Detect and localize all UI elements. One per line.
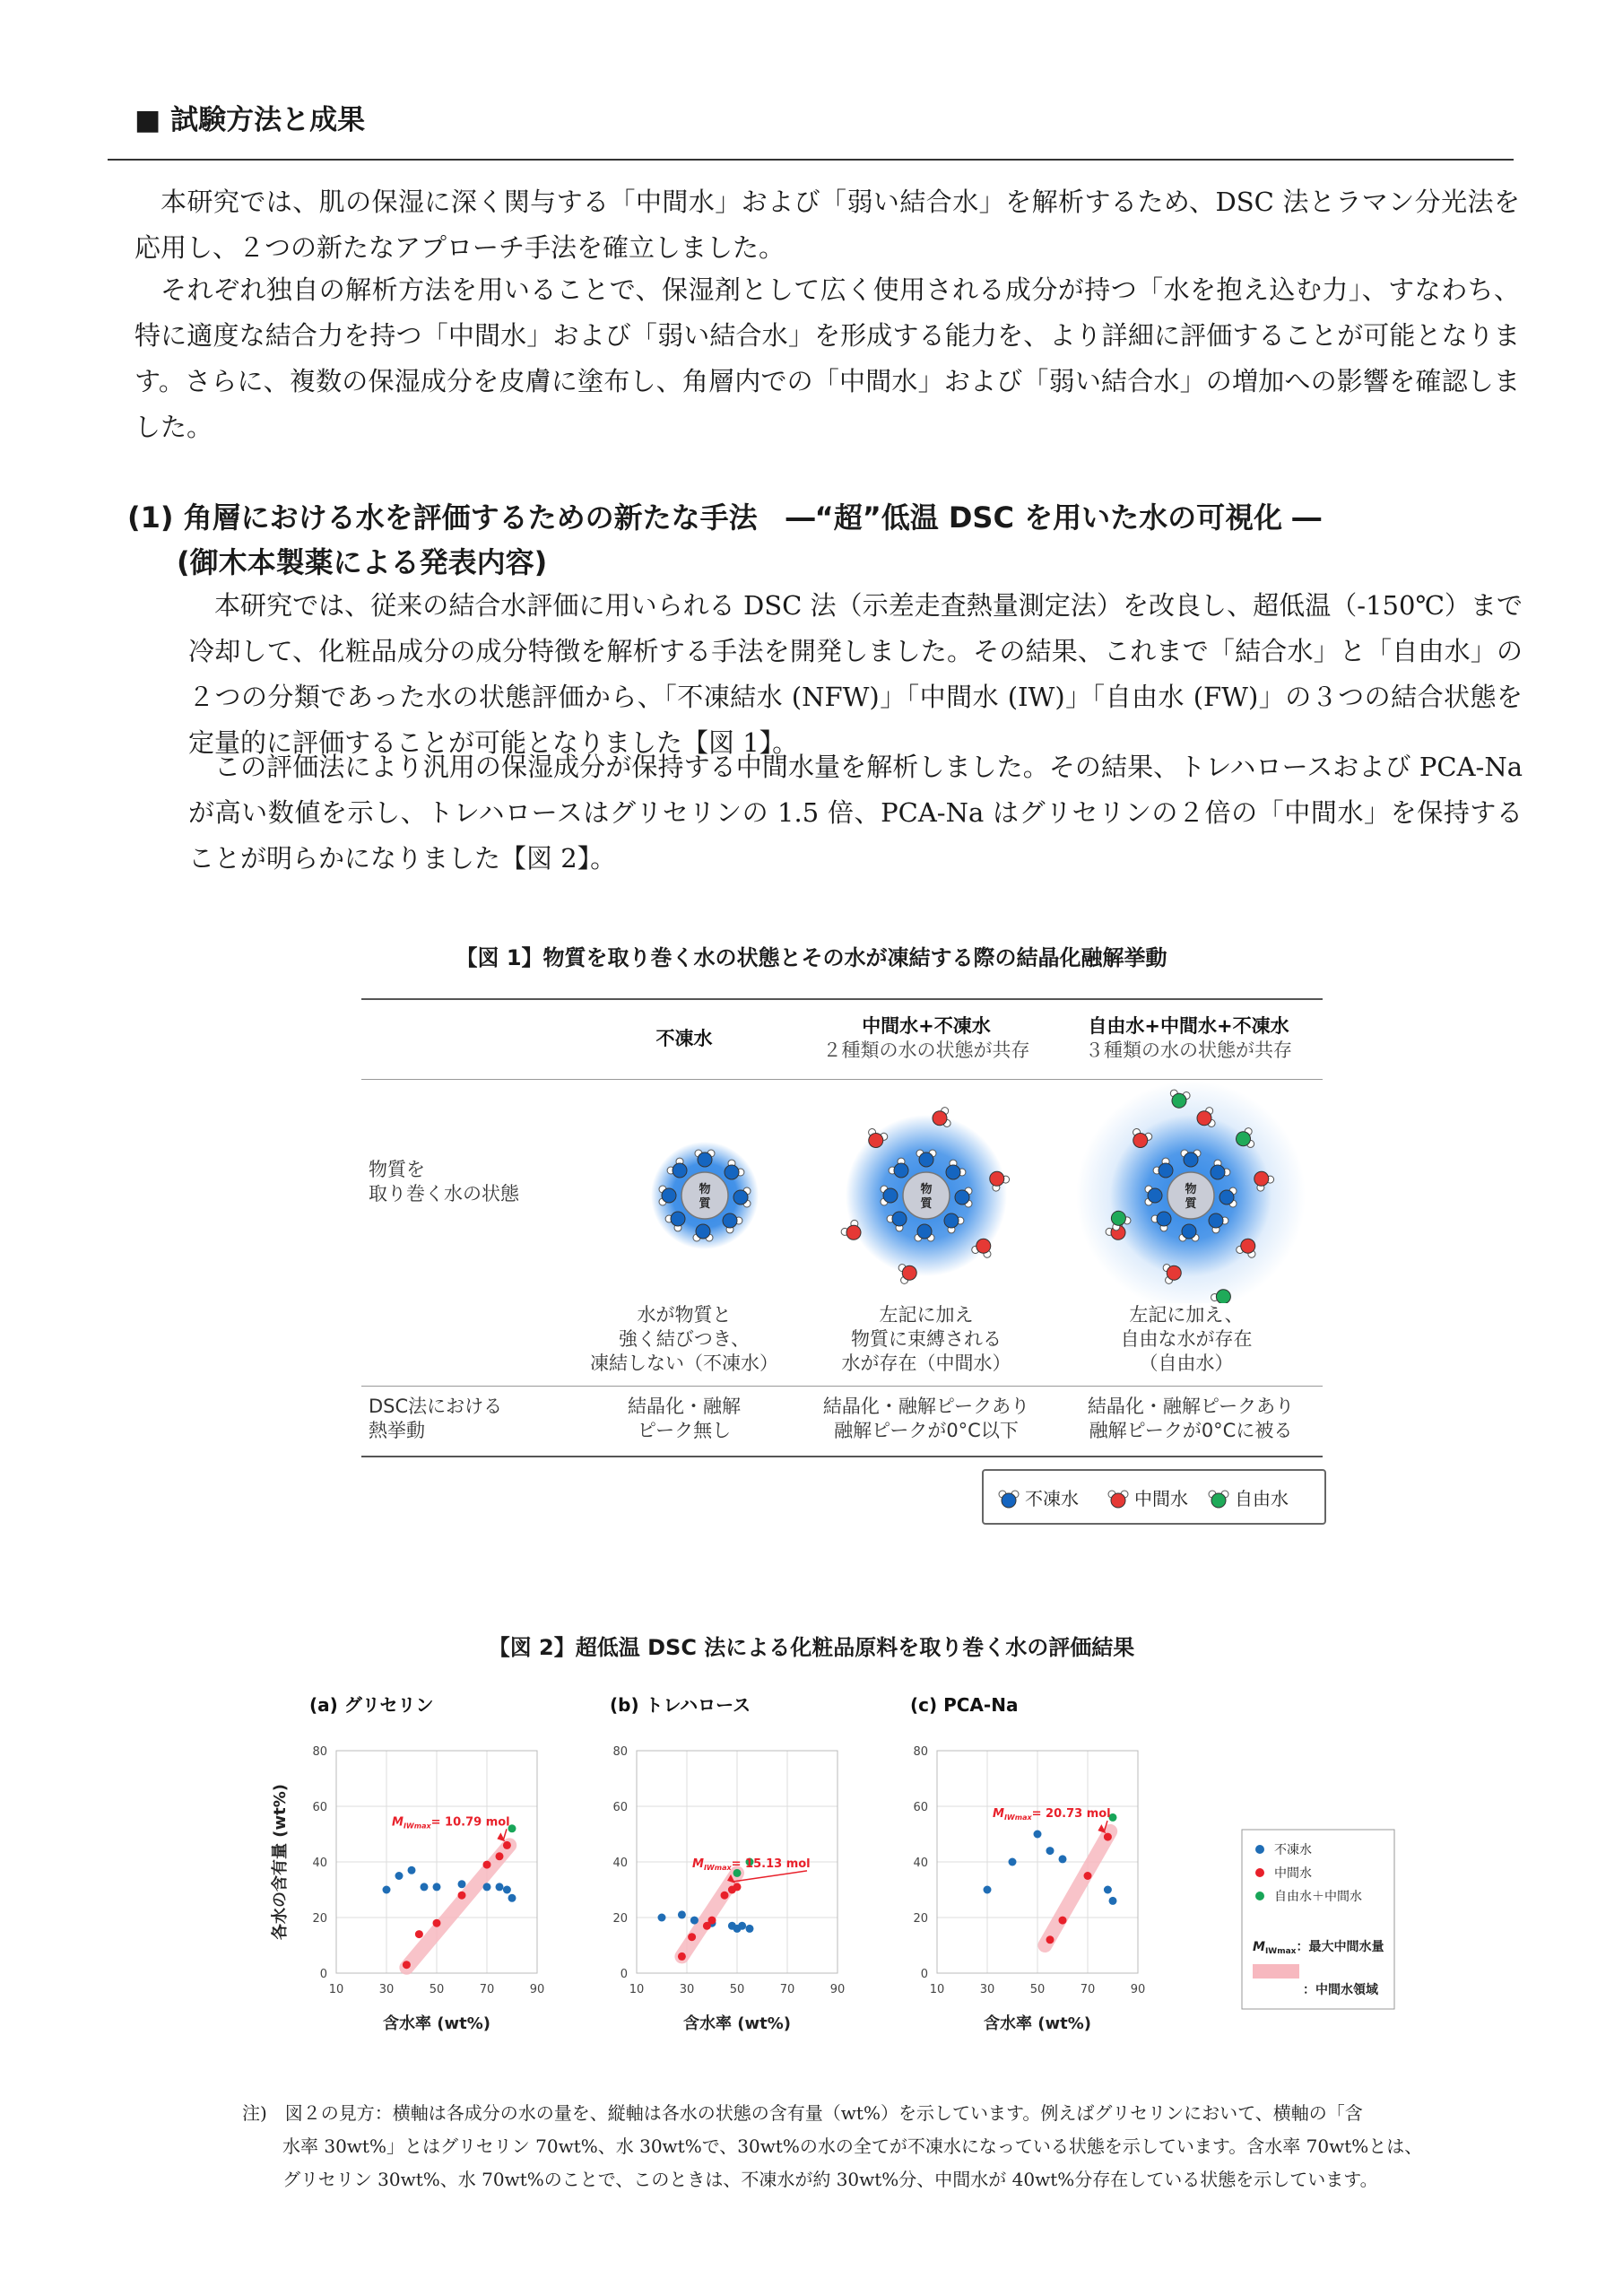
y-tick-label: 20: [913, 1912, 928, 1926]
chart-title: (b) トレハロース: [610, 1694, 751, 1716]
y-tick-label: 20: [612, 1912, 628, 1926]
point-iw: [483, 1861, 491, 1869]
core-label-2: 質: [699, 1197, 711, 1211]
col2-subtitle: ２種類の水の状態が共存: [822, 1039, 1030, 1061]
y-tick-label: 0: [920, 1968, 928, 1981]
fig2-ylabel: 各水の含有量 (wt%): [271, 1784, 290, 1940]
dsc-2: [801, 1395, 1052, 1443]
legend-label-0: 不凍水: [1025, 1488, 1079, 1509]
method-paragraph-2: [188, 744, 1523, 882]
method-p1-text: 本研究では、従来の結合水評価に用いられる DSC 法（示差走査熱量測定法）を改良し、超低温（-150℃）まで冷却して、化粧品成分の成分特徴を解析する手法を開発しました。その結果、これまで「結合水」と「自由水」の２つの分類であった水の状態評価から、「不凍結水 (NFW)」「中間水 (IW)」「自由水 (FW)」の３つの結合状態を定量的に評価することが可能となりました【図 1】。: [188, 590, 1523, 758]
y-tick-label: 80: [913, 1745, 928, 1759]
figure1-legend: [982, 1469, 1326, 1525]
point-iw: [458, 1892, 466, 1900]
point-nfw: [984, 1886, 992, 1894]
desc-1: [577, 1303, 792, 1376]
legend-band-swatch: [1253, 1964, 1299, 1979]
desc3-line1: 左記に加え、: [1129, 1304, 1244, 1326]
method-paragraph-1: [188, 583, 1523, 766]
point-iw: [496, 1852, 504, 1860]
fig2-legend-frame: [1242, 1830, 1394, 2009]
legend-m-symbol: M: [1253, 1940, 1265, 1954]
point-nfw: [483, 1883, 491, 1891]
note-line1: 注) 図２の見方：横軸は各成分の水の量を、縦軸は各水の状態の含有量（wt%）を示しています。例えばグリセリンにおいて、横軸の「含: [242, 2102, 1363, 2124]
point-nfw: [746, 1925, 754, 1933]
chart-panel-1: [610, 1694, 845, 2033]
point-iw: [1059, 1917, 1067, 1925]
dsc3-line1: 結晶化・融解ピークあり: [1087, 1396, 1295, 1417]
desc-2: [810, 1303, 1043, 1376]
point-nfw: [1059, 1855, 1067, 1863]
fig2-legend-dot-0: [1255, 1845, 1264, 1854]
heading-rule: [108, 159, 1514, 161]
legend-m-sub: IWmax: [1264, 1947, 1297, 1956]
iw-band: [406, 1845, 509, 1967]
point-iw: [733, 1883, 742, 1891]
table-bottom-rule: [361, 1456, 1323, 1457]
x-tick-label: 50: [1029, 1983, 1046, 1996]
core-label-2: 質: [920, 1197, 933, 1211]
iw-band: [1045, 1831, 1110, 1945]
col-header-1: [577, 1027, 792, 1051]
figure1-legend-svg: [984, 1471, 1324, 1523]
legend-molecule-0: [999, 1491, 1019, 1508]
intro-paragraph-2: [135, 267, 1520, 450]
row1-label-line2: 取り巻く水の状態: [369, 1183, 519, 1205]
point-iw: [503, 1841, 511, 1849]
point-nfw: [1104, 1886, 1112, 1894]
row1-label-line1: 物質を: [369, 1159, 425, 1180]
anno-m: M: [993, 1807, 1004, 1822]
point-nfw: [658, 1914, 666, 1922]
subsection-title-line2: (御木本製薬による発表内容): [177, 545, 548, 579]
point-iw: [1084, 1872, 1092, 1880]
dsc3-line2: 融解ピークが0°Cに被る: [1089, 1420, 1293, 1441]
col3-subtitle: ３種類の水の状態が共存: [1085, 1039, 1292, 1061]
core-label-1: 物: [699, 1183, 711, 1196]
core-label-1: 物: [920, 1183, 933, 1196]
dsc2-line1: 結晶化・融解ピークあり: [822, 1396, 1030, 1417]
section-heading: ■ 試験方法と成果: [135, 104, 366, 136]
x-tick-label: 70: [779, 1983, 795, 1996]
y-tick-label: 40: [312, 1857, 327, 1870]
point-iw: [1046, 1935, 1055, 1944]
x-tick-label: 90: [1130, 1983, 1146, 1996]
desc-3: [1070, 1303, 1303, 1376]
point-nfw: [678, 1910, 686, 1918]
core-label-1: 物: [1185, 1183, 1197, 1196]
desc3-line2: 自由な水が存在: [1120, 1328, 1253, 1350]
point-iw: [678, 1952, 686, 1961]
point-nfw: [395, 1872, 404, 1880]
legend-item-1: [1108, 1488, 1188, 1509]
desc3-line3: （自由水）: [1139, 1352, 1234, 1374]
x-tick-label: 50: [429, 1983, 445, 1996]
desc2-line2: 物質に束縛される: [851, 1328, 1002, 1350]
method-p2-text: この評価法により汎用の保湿成分が保持する中間水量を解析しました。その結果、トレハロースおよび PCA-Na が高い数値を示し、トレハロースはグリセリンの 1.5 倍、PCA-Na はグリセリンの２倍の「中間水」を保持することが明らかになりました【図 2】。: [188, 752, 1523, 874]
fig2-legend-dot-2: [1255, 1892, 1264, 1900]
anno-arrow: [733, 1871, 807, 1882]
y-tick-label: 60: [312, 1801, 327, 1814]
x-tick-label: 10: [929, 1983, 945, 1996]
point-nfw: [1046, 1847, 1055, 1855]
table-row-rule: [361, 1386, 1323, 1387]
point-nfw: [458, 1880, 466, 1888]
figure1-table: [361, 998, 1323, 1457]
point-iw: [415, 1930, 423, 1938]
anno-text: = 10.79 mol: [430, 1815, 510, 1830]
chart-panel-2: [910, 1694, 1145, 2033]
point-nfw: [690, 1917, 699, 1925]
intro-p2-text: それぞれ独自の解析方法を用いることで、保湿剤として広く使用される成分が持つ「水を抱え込む力」、すなわち、特に適度な結合力を持つ「中間水」および「弱い結合水」を形成する能力を、より詳細に評価することが可能となります。さらに、複数の保湿成分を皮膚に塗布し、角層内での「中間水」および「弱い結合水」の増加への影響を確認しました。: [135, 274, 1520, 442]
diagram-iw-nfw: [840, 1107, 1011, 1284]
point-nfw: [503, 1886, 511, 1894]
fig2-legend-label-0: 不凍水: [1274, 1843, 1312, 1857]
point-iw: [688, 1933, 696, 1941]
x-tick-label: 70: [1080, 1983, 1096, 1996]
dsc2-line2: 融解ピークが0°C以下: [834, 1420, 1019, 1441]
anno-m: M: [692, 1857, 704, 1871]
legend-molecule-2: [1209, 1491, 1228, 1508]
anno-arrow: [503, 1829, 507, 1839]
dsc1-line1: 結晶化・融解: [628, 1396, 741, 1417]
point-nfw: [496, 1883, 504, 1891]
row2-label-line2: 熱挙動: [369, 1420, 425, 1441]
y-tick-label: 40: [612, 1857, 628, 1870]
col-header-2: [801, 1014, 1052, 1063]
y-tick-label: 0: [620, 1968, 628, 1981]
fig2-legend-label-2: 自由水＋中間水: [1274, 1890, 1362, 1904]
chart-panel-0: [309, 1694, 544, 2033]
figure2-caption: 【図 2】超低温 DSC 法による化粧品原料を取り巻く水の評価結果: [488, 1635, 1135, 1660]
x-tick-label: 30: [979, 1983, 995, 1996]
intro-paragraph-1: [135, 179, 1520, 271]
subsection-title-line1: (1) 角層における水を評価するための新たな手法 ―“超”低温 DSC を用いた水の可視化 ―: [127, 500, 1322, 535]
legend-band-desc: ：中間水領域: [1303, 1983, 1378, 1997]
dsc-1: [577, 1395, 792, 1443]
iwmax-annotation: [692, 1857, 811, 1872]
x-tick-label: 90: [829, 1983, 846, 1996]
fig2-legend: [1242, 1830, 1394, 2009]
y-tick-label: 40: [913, 1857, 928, 1870]
fig2-legend-dot-1: [1255, 1868, 1264, 1877]
dsc-3: [1061, 1395, 1321, 1443]
table-top-rule: [361, 998, 1323, 1000]
x-axis-label: 含水率 (wt%): [683, 2014, 791, 2033]
legend-molecule-1: [1108, 1491, 1128, 1508]
row2-label: [369, 1395, 548, 1443]
anno-m: M: [392, 1815, 404, 1830]
figure2-charts: [260, 1686, 1426, 2063]
row2-label-line1: DSC法における: [369, 1396, 503, 1417]
diagram-fw-iw-nfw: [1076, 1081, 1306, 1303]
figure2-note: [242, 2097, 1462, 2196]
anno-sub: IWmax: [403, 1822, 431, 1831]
desc2-line3: 水が存在（中間水）: [841, 1352, 1011, 1374]
point-nfw: [433, 1883, 441, 1891]
y-tick-label: 80: [312, 1745, 327, 1759]
point-nfw: [421, 1883, 429, 1891]
figure1-caption: 【図 1】物質を取り巻く水の状態とその水が凍結する際の結晶化融解挙動: [456, 945, 1167, 970]
iwmax-annotation: [392, 1815, 510, 1830]
dsc1-line2: ピーク無し: [637, 1420, 732, 1441]
chart-title: (c) PCA-Na: [910, 1694, 1019, 1716]
subsection-title: [127, 495, 1321, 585]
anno-sub: IWmax: [1003, 1813, 1032, 1822]
chart-title: (a) グリセリン: [309, 1694, 434, 1716]
x-tick-label: 10: [629, 1983, 645, 1996]
anno-sub: IWmax: [703, 1863, 732, 1872]
x-tick-label: 70: [479, 1983, 495, 1996]
desc1-line2: 強く結びつき、: [618, 1328, 751, 1350]
point-nfw: [1009, 1858, 1017, 1866]
x-tick-label: 50: [729, 1983, 745, 1996]
col1-title: 不凍水: [655, 1028, 713, 1049]
point-nfw: [1109, 1897, 1117, 1905]
note-line2: 水率 30wt%」とはグリセリン 70wt%、水 30wt%で、30wt%の水の全てが不凍水になっている状態を示しています。含水率 70wt%とは、: [282, 2135, 1423, 2157]
y-tick-label: 0: [319, 1968, 327, 1981]
x-tick-label: 30: [378, 1983, 395, 1996]
col2-title: 中間水+不凍水: [862, 1015, 991, 1037]
desc1-line1: 水が物質と: [637, 1304, 732, 1326]
point-nfw: [1034, 1831, 1042, 1839]
point-iw: [708, 1917, 716, 1925]
iw-band: [681, 1873, 737, 1956]
legend-label-1: 中間水: [1134, 1488, 1188, 1509]
point-nfw: [408, 1866, 416, 1874]
x-tick-label: 90: [529, 1983, 545, 1996]
legend-m-desc: ：最大中間水量: [1296, 1940, 1384, 1954]
diagram-nfw: [651, 1142, 759, 1249]
point-nfw: [738, 1922, 746, 1930]
y-tick-label: 60: [913, 1801, 928, 1814]
desc1-line3: 凍結しない（不凍水）: [590, 1352, 778, 1374]
legend-item-2: [1209, 1488, 1289, 1509]
y-tick-label: 80: [612, 1745, 628, 1759]
point-nfw: [508, 1894, 516, 1902]
core-label-2: 質: [1185, 1197, 1197, 1211]
point-iw: [433, 1919, 441, 1927]
molecule-diagrams: [361, 1079, 1323, 1303]
point-iw: [1104, 1833, 1112, 1841]
iwmax-annotation: [993, 1807, 1111, 1822]
point-nfw: [383, 1886, 391, 1894]
anno-text: = 15.13 mol: [731, 1857, 811, 1871]
x-axis-label: 含水率 (wt%): [383, 2014, 490, 2033]
y-tick-label: 60: [612, 1801, 628, 1814]
col-header-3: [1056, 1014, 1321, 1063]
y-tick-label: 20: [312, 1912, 327, 1926]
intro-p1-text: 本研究では、肌の保湿に深く関与する「中間水」および「弱い結合水」を解析するため、DSC 法とラマン分光法を応用し、２つの新たなアプローチ手法を確立しました。: [135, 187, 1520, 263]
legend-item-0: [999, 1488, 1079, 1509]
point-iw: [721, 1892, 729, 1900]
x-tick-label: 30: [679, 1983, 695, 1996]
anno-text: = 20.73 mol: [1031, 1807, 1111, 1822]
desc2-line1: 左記に加え: [879, 1304, 974, 1326]
fig2-legend-label-1: 中間水: [1274, 1866, 1312, 1881]
col3-title: 自由水+中間水+不凍水: [1088, 1015, 1289, 1037]
point-iw: [403, 1961, 411, 1969]
note-line3: グリセリン 30wt%、水 70wt%のことで、このときは、不凍水が約 30wt%分、中間水が 40wt%分存在している状態を示しています。: [282, 2169, 1378, 2190]
x-tick-label: 10: [328, 1983, 344, 1996]
x-axis-label: 含水率 (wt%): [984, 2014, 1091, 2033]
legend-label-2: 自由水: [1235, 1488, 1289, 1509]
